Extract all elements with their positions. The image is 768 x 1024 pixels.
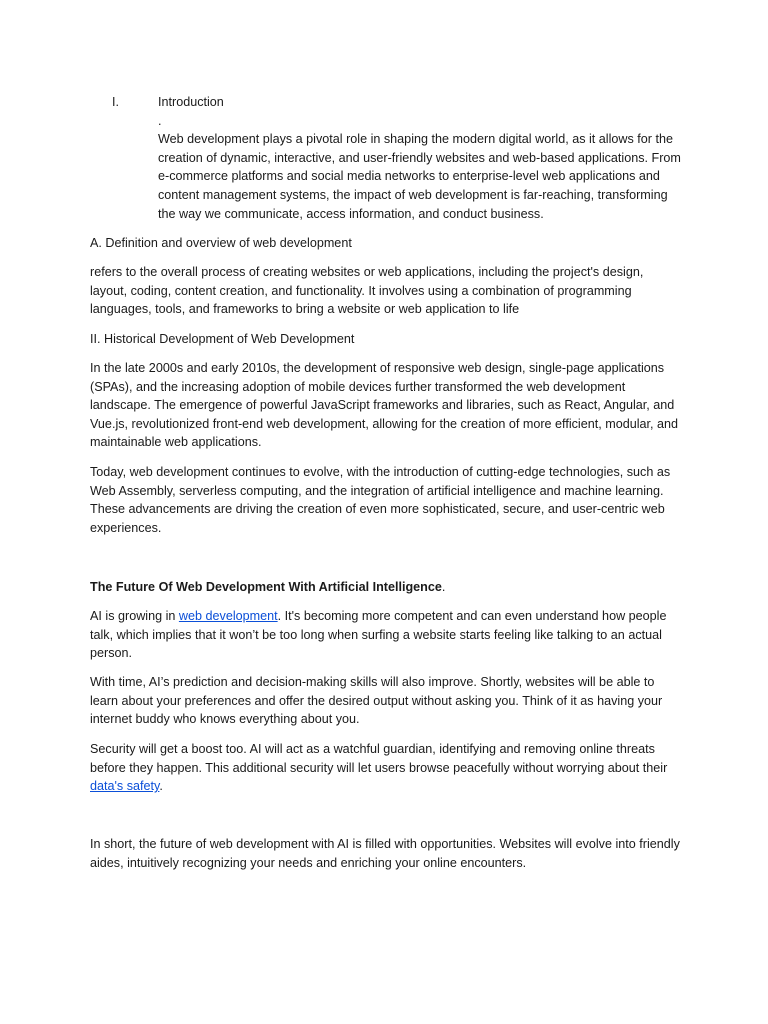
intro-body xyxy=(158,93,684,223)
intro-title: Introduction xyxy=(158,95,224,109)
future-p3-after: . xyxy=(159,779,163,794)
section-ii-heading: II. Historical Development of Web Development xyxy=(90,332,355,346)
intro-list-item xyxy=(90,93,690,223)
conclusion-paragraph: In short, the future of web development with AI is filled with opportunities. Websites will evolve into friendly aides, intuitively recognizing your needs and enriching your online encounters. xyxy=(90,837,680,870)
section-a-heading: A. Definition and overview of web development xyxy=(90,236,352,250)
section-ii-paragraph-2: Today, web development continues to evolve, with the introduction of cutting-edge technologies, such as Web Assembly, serverless computing, and the integration of artificial intelligence and machine learning. These advancements are driving the creation of even more sophisticated, secure, and user-centric web experiences. xyxy=(90,465,671,535)
section-ii-paragraph-1: In the late 2000s and early 2010s, the development of responsive web design, single-page applications (SPAs), and the increasing adoption of mobile devices further transformed the web development landscape. The emergence of powerful JavaScript frameworks and libraries, such as React, Angular, and Vue.js, revolutionized front-end web development, allowing for the creation of more efficient, modular, and maintainable web applications. xyxy=(90,361,679,450)
intro-dot: . xyxy=(158,113,162,128)
future-heading-text: The Future Of Web Development With Artificial Intelligence xyxy=(90,580,442,594)
section-a-paragraph: refers to the overall process of creating websites or web applications, including the project's design, layout, coding, content creation, and functionality. It involves using a combination of programming languages, tools, and frameworks to bring a website or web application to life xyxy=(90,265,644,317)
future-paragraph-3 xyxy=(90,740,682,796)
intro-paragraph: Web development plays a pivotal role in shaping the modern digital world, as it allows for the creation of dynamic, interactive, and user-friendly websites and web-based applications. From e-commerce platforms and social media networks to enterprise-level web applications and content management systems, the impact of web development is far-reaching, transforming the way we communicate, access information, and conduct business. xyxy=(158,132,681,221)
future-p1-before: AI is growing in xyxy=(90,609,179,623)
future-heading-suffix: . xyxy=(441,580,446,594)
future-p1-after: . It's becoming more competent and can even understand how people talk, which implies that it won’t be too long when surfing a website starts feeling like talking to an actual person. xyxy=(90,609,667,661)
future-paragraph-2: With time, AI’s prediction and decision-making skills will also improve. Shortly, websites will be able to learn about your preferences and offer the desired output without asking you. Think of it as having your internet buddy who knows everything about you. xyxy=(90,675,663,727)
list-marker: I. xyxy=(112,95,119,109)
future-heading xyxy=(90,578,682,597)
future-paragraph-1 xyxy=(90,607,682,663)
data-safety-link[interactable]: data's safety xyxy=(90,779,160,794)
web-development-link[interactable]: web development xyxy=(178,609,278,623)
future-p3-before: Security will get a boost too. AI will act as a watchful guardian, identifying and removing online threats before they happen. This additional security will let users browse peacefully without worrying about their xyxy=(90,742,668,775)
